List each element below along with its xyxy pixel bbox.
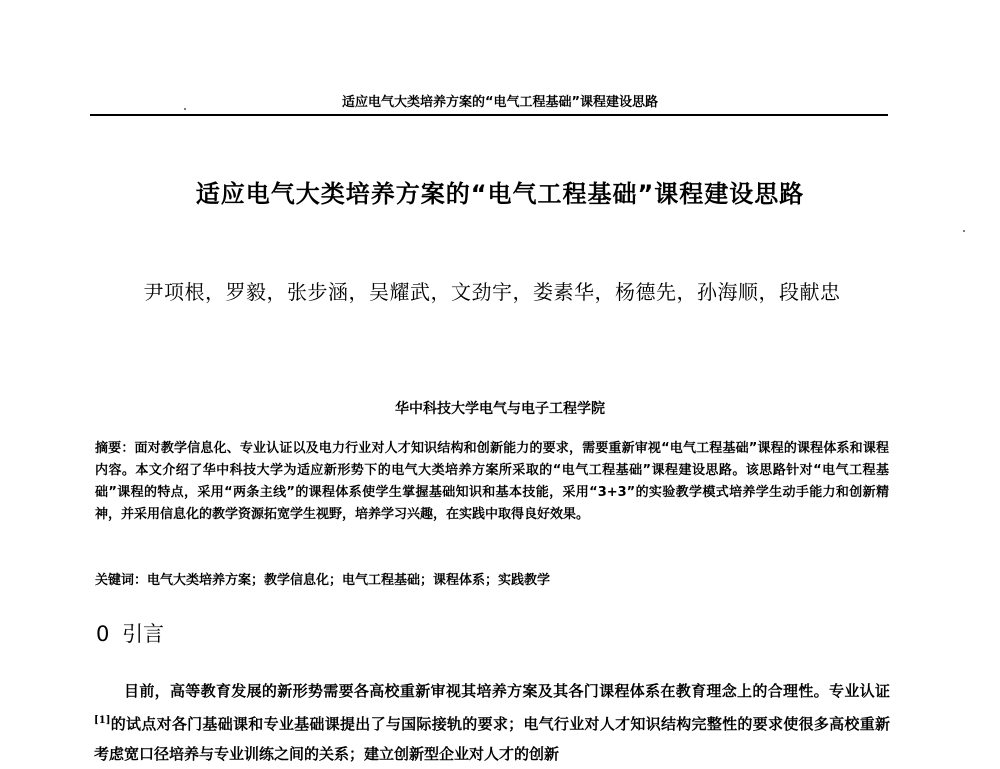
scan-speck xyxy=(963,230,965,232)
abstract-label: 摘要： xyxy=(95,441,135,456)
intro-paragraph xyxy=(94,676,890,769)
intro-text-2: 的试点对各门基础课和专业基础课提出了与国际接轨的要求；电气行业对人才知识结构完整性的要求使很多高校重新考虑宽口径培养与专业训练之间的关系；建立创新型企业对人才的创新 xyxy=(94,715,890,763)
affiliation: 华中科技大学电气与电子工程学院 xyxy=(395,401,605,417)
section-title: 引言 xyxy=(122,622,165,646)
keywords-text: 电气大类培养方案；教学信息化；电气工程基础；课程体系；实践教学 xyxy=(147,573,551,588)
keywords-label: 关键词： xyxy=(95,573,148,588)
abstract xyxy=(95,438,889,526)
section-number: 0 xyxy=(96,622,110,646)
header-rule xyxy=(90,114,888,116)
abstract-text: 面对教学信息化、专业认证以及电力行业对人才知识结构和创新能力的要求，需要重新审视“电气工程基础”课程的课程体系和课程内容。本文介绍了华中科技大学为适应新形势下的电气大类培养方案所采取的“电气工程基础”课程建设思路。该思路针对“电气工程基础”课程的特点，采用“两条主线”的课程体系使学生掌握基础知识和基本技能，采用“3+3”的实验教学模式培养学生动手能力和创新精神，并采用信息化的教学资源拓宽学生视野，培养学习兴趣，在实践中取得良好效果。 xyxy=(95,441,889,522)
paper-title: 适应电气大类培养方案的“电气工程基础”课程建设思路 xyxy=(195,180,805,208)
keywords xyxy=(95,570,889,592)
scan-speck xyxy=(184,108,186,110)
running-head: 适应电气大类培养方案的“电气工程基础”课程建设思路 xyxy=(341,95,659,110)
section-heading xyxy=(96,618,164,648)
intro-text-1: 目前，高等教育发展的新形势需要各高校重新审视其培养方案及其各门课程体系在教育理念上的合理性。专业认证 xyxy=(124,682,890,700)
citation-ref[interactable]: [1] xyxy=(94,715,111,726)
author-list: 尹项根，罗毅，张步涵，吴耀武，文劲宇，娄素华，杨德先，孙海顺，段献忠 xyxy=(143,280,841,304)
